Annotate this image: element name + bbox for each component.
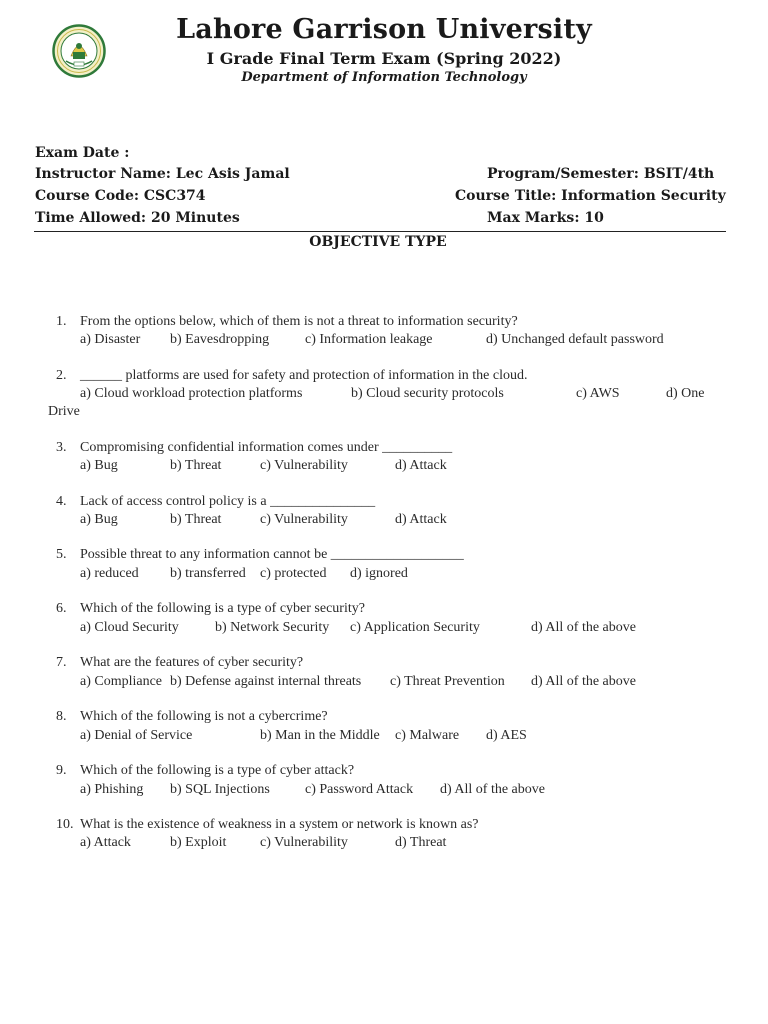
question-stem: What are the features of cyber security? bbox=[80, 655, 304, 670]
question-number: 10. bbox=[56, 817, 74, 832]
question-stem: From the options below, which of them is not a threat to information security? bbox=[80, 314, 518, 329]
option-a: a) Phishing bbox=[80, 782, 144, 797]
question-stem: Which of the following is a type of cyber attack? bbox=[80, 763, 355, 778]
option-b: b) Threat bbox=[170, 458, 222, 473]
option-b: b) Man in the Middle bbox=[260, 728, 380, 743]
option-a: a) Attack bbox=[80, 835, 131, 850]
course-title: Course Title: Information Security bbox=[455, 188, 726, 204]
question-number: 8. bbox=[56, 709, 67, 724]
instructor-name: Instructor Name: Lec Asis Jamal bbox=[35, 166, 290, 182]
option-b: b) Exploit bbox=[170, 835, 227, 850]
option-b: b) transferred bbox=[170, 566, 246, 581]
option-c: c) protected bbox=[260, 566, 327, 581]
option-b: b) Network Security bbox=[215, 620, 330, 635]
option-d: d) One bbox=[666, 386, 705, 401]
option-b: b) Defense against internal threats bbox=[170, 674, 362, 689]
option-d: d) AES bbox=[486, 728, 527, 743]
option-a: a) Disaster bbox=[80, 332, 141, 347]
question-stem: ______ platforms are used for safety and protection of information in the cloud. bbox=[80, 368, 528, 383]
option-b: b) SQL Injections bbox=[170, 782, 270, 797]
option-c: c) Vulnerability bbox=[260, 512, 348, 527]
option-d-continued: Drive bbox=[48, 404, 80, 419]
option-a: a) reduced bbox=[80, 566, 139, 581]
option-a: a) Bug bbox=[80, 458, 118, 473]
option-a: a) Cloud workload protection platforms bbox=[80, 386, 303, 401]
option-d: d) All of the above bbox=[440, 782, 545, 797]
question-stem: Compromising confidential information comes under __________ bbox=[80, 440, 453, 455]
option-b: b) Threat bbox=[170, 512, 222, 527]
course-code: Course Code: CSC374 bbox=[35, 188, 206, 204]
option-b: b) Cloud security protocols bbox=[351, 386, 504, 401]
option-d: d) All of the above bbox=[531, 674, 636, 689]
question-number: 6. bbox=[56, 601, 67, 616]
department-name: Department of Information Technology bbox=[241, 70, 527, 85]
question-stem: Possible threat to any information cannot be ___________________ bbox=[80, 547, 464, 562]
header-divider bbox=[34, 231, 726, 232]
program-semester: Program/Semester: BSIT/4th bbox=[487, 166, 715, 182]
option-c: c) Information leakage bbox=[305, 332, 433, 347]
section-title: OBJECTIVE TYPE bbox=[309, 234, 447, 250]
option-c: c) Vulnerability bbox=[260, 458, 348, 473]
option-d: d) Attack bbox=[395, 512, 447, 527]
option-a: a) Compliance bbox=[80, 674, 163, 689]
option-a: a) Bug bbox=[80, 512, 118, 527]
question-stem: Which of the following is a type of cyber security? bbox=[80, 601, 365, 616]
option-c: c) Application Security bbox=[350, 620, 480, 635]
option-c: c) Vulnerability bbox=[260, 835, 348, 850]
question-number: 2. bbox=[56, 368, 67, 383]
question-number: 3. bbox=[56, 440, 67, 455]
option-c: c) Malware bbox=[395, 728, 460, 743]
question-number: 7. bbox=[56, 655, 67, 670]
university-title: Lahore Garrison University bbox=[176, 14, 592, 45]
question-number: 4. bbox=[56, 494, 67, 509]
option-a: a) Cloud Security bbox=[80, 620, 179, 635]
time-allowed: Time Allowed: 20 Minutes bbox=[35, 210, 240, 226]
question-number: 5. bbox=[56, 547, 67, 562]
option-d: d) All of the above bbox=[531, 620, 636, 635]
question-stem: Which of the following is not a cybercrime? bbox=[80, 709, 328, 724]
option-a: a) Denial of Service bbox=[80, 728, 193, 743]
question-stem: Lack of access control policy is a _______________ bbox=[80, 494, 376, 509]
option-d: d) ignored bbox=[350, 566, 408, 581]
question-number: 1. bbox=[56, 314, 67, 329]
option-c: c) Password Attack bbox=[305, 782, 414, 797]
exam-title: I Grade Final Term Exam (Spring 2022) bbox=[206, 49, 562, 68]
exam-date-label: Exam Date : bbox=[35, 145, 130, 161]
option-d: d) Attack bbox=[395, 458, 447, 473]
question-stem: What is the existence of weakness in a system or network is known as? bbox=[80, 817, 479, 832]
max-marks: Max Marks: 10 bbox=[487, 210, 604, 226]
option-c: c) AWS bbox=[576, 386, 620, 401]
option-d: d) Unchanged default password bbox=[486, 332, 664, 347]
question-number: 9. bbox=[56, 763, 67, 778]
option-b: b) Eavesdropping bbox=[170, 332, 270, 347]
option-c: c) Threat Prevention bbox=[390, 674, 505, 689]
option-d: d) Threat bbox=[395, 835, 447, 850]
